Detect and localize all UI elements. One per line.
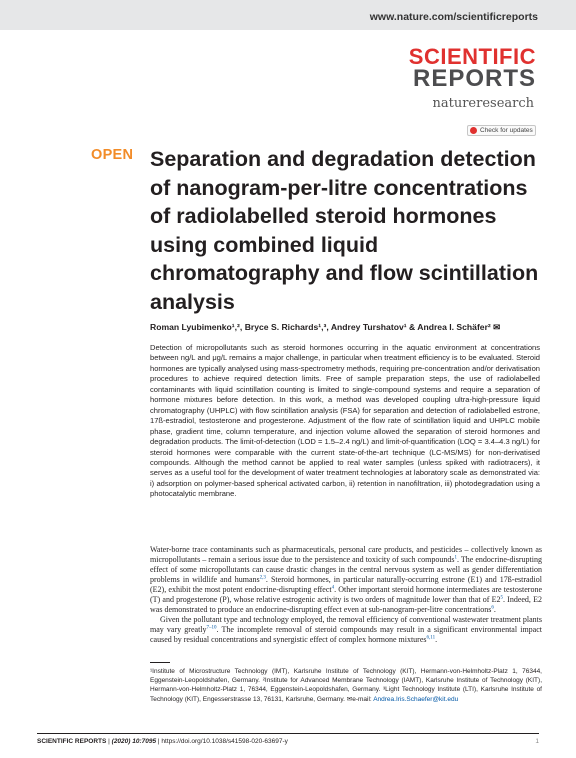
article-title: Separation and degradation detection of nanogram-per-litre concentrations of radiolabelled steroid hormones using combined liquid chromatography and flow scintillation analysis: [150, 147, 539, 314]
affiliation-divider: [150, 662, 170, 663]
body-paragraph-2: [150, 615, 542, 645]
journal-logo-reports: REPORTS: [412, 65, 536, 92]
text-span: . The endocrine-disrupting effect of some micropollutants can cause drastic changes in the central nervous system as well as gender differentiation problems in wildlife and humans: [150, 554, 542, 584]
publisher-suffix: research: [476, 96, 534, 111]
abstract: Detection of micropollutants such as steroid hormones occurring in the aquatic environment at concentrations between ng/L and μg/L remains a major challenge, in particular when treatment efficiency is to be evaluated. Steroid hormones are typically analysed using mass-spectrometry methods, requiring pre-concentration and/or derivatisation procedures to achieve required detection limits. Free of sample preparation steps, the use of radiolabelled contaminants with liquid scintillation counting is limited to single-compound systems and require a separation of hormone mixtures before detection. In this work, a method was developed coupling ultra-high-pressure liquid chromatography (UHPLC) with flow scintillation analysis (FSA) for separation and detection of radiolabelled estrone, 17ß-estradiol, testosterone and progesterone. Adjustment of the flow rate of scintillation liquid and UHPLC mobile phase, gradient time, column temperature, and injection volume allowed the separation of steroid hormones and degradation products. The limit-of-detection (LOD = 1.5–2.4 ng/L) and limit-of-quantification (LOQ = 3.4–4.3 ng/L) for steroid hormones were comparable with the current state-of-the-art technique (LC-MS/MS) for non-derivatised compounds. Although the method cannot be applied to real water samples (unless spiked with radiotracers), it serves as a useful tool for the development of water treatment technologies at laboratory scale as demonstrated via: i) adsorption on polymer-based spherical activated carbon, ii) retention in nanofiltration, iii) photodegradation using a photocatalytic membrane.: [150, 343, 540, 499]
check-for-updates-label: Check for updates: [480, 127, 533, 134]
footer-year-volume: (2020) 10:7095: [111, 738, 157, 745]
open-access-tag: OPEN: [91, 147, 134, 163]
reference-link[interactable]: 6,11: [426, 634, 436, 640]
footer-citation: [37, 738, 288, 745]
body-text: [150, 545, 542, 645]
affiliation-text: ¹Institute of Microstructure Technology (IMT), Karlsruhe Institute of Technology (KIT), Hermann-von-Helmholtz-Platz 1, 76344, Eggenstein-Leopoldshafen, Germany. ²Institute for Advanced Membrane Technology (IAMT), Karlsruhe Institute of Technology (KIT), Hermann-von-Helmholtz-Platz 1, 76344, Eggenstein-Leopoldshafen, Germany. ³Light Technology Institute (LTI), Karlsruhe Institute of Technology (KIT), Engesserstrasse 13, 76131, Karlsruhe, Germany. ✉e-mail:: [150, 668, 542, 703]
reference-link[interactable]: 4: [331, 585, 335, 591]
text-span: . Indeed, E2 was demonstrated to produce an endocrine-disrupting effect even at sub-nanogram-per-litre concentrations: [150, 594, 542, 614]
author-list: Roman Lyubimenko¹,², Bryce S. Richards¹,³, Andrey Turshatov¹ & Andrea I. Schäfer² ✉: [150, 322, 501, 332]
text-span: . Steroid hormones, in particular naturally-occurring estrone (E1) and 17ß-estradiol (E2), exhibit the most potent endocrine-disrupting effect: [150, 574, 543, 594]
check-circle-icon: [470, 127, 477, 134]
text-span: .: [435, 634, 438, 644]
body-paragraph-1: [150, 545, 542, 615]
text-span: Water-borne trace contaminants such as pharmaceuticals, personal care products, and pesticides – collectively known as micropollutants – remain a serious issue due to the persistence and toxicity of such compounds: [150, 545, 542, 564]
footer-separator: |: [106, 738, 112, 745]
journal-url[interactable]: www.nature.com/scientificreports: [369, 11, 538, 23]
footer-journal: SCIENTIFIC REPORTS: [37, 738, 107, 745]
top-bar: [0, 0, 576, 30]
check-for-updates-button[interactable]: [467, 125, 536, 136]
text-span: Given the pollutant type and technology employed, the removal efficiency of conventional wastewater treatment plants may vary greatly: [150, 614, 542, 634]
page-footer: [37, 733, 539, 748]
reference-link[interactable]: 1: [454, 555, 457, 561]
journal-logo-scientific: SCIENTIFIC: [408, 44, 536, 69]
corresponding-email-link[interactable]: Andrea.Iris.Schaefer@kit.edu: [373, 695, 459, 703]
reference-link[interactable]: 6: [491, 605, 494, 611]
publisher-logo: [432, 96, 534, 111]
text-span: .: [493, 604, 496, 614]
footer-doi-link[interactable]: | https://doi.org/10.1038/s41598-020-63697-y: [156, 738, 288, 745]
text-span: . The incomplete removal of steroid compounds may result in a significant environmental impact caused by residual concentrations and synergistic effect of complex hormone mixtures: [150, 624, 542, 644]
publisher-prefix: nature: [432, 96, 477, 111]
reference-link[interactable]: 7–10: [206, 624, 217, 630]
text-span: . Other important steroid hormone intermediates are testosterone (T) and progesterone (P), whose relative estrogenic activity is two orders of magnitude lower than that of E2: [150, 584, 542, 604]
reference-link[interactable]: 5: [500, 595, 503, 601]
affiliations: [150, 667, 542, 704]
page-number: 1: [535, 738, 539, 745]
reference-link[interactable]: 2,3: [259, 575, 266, 581]
